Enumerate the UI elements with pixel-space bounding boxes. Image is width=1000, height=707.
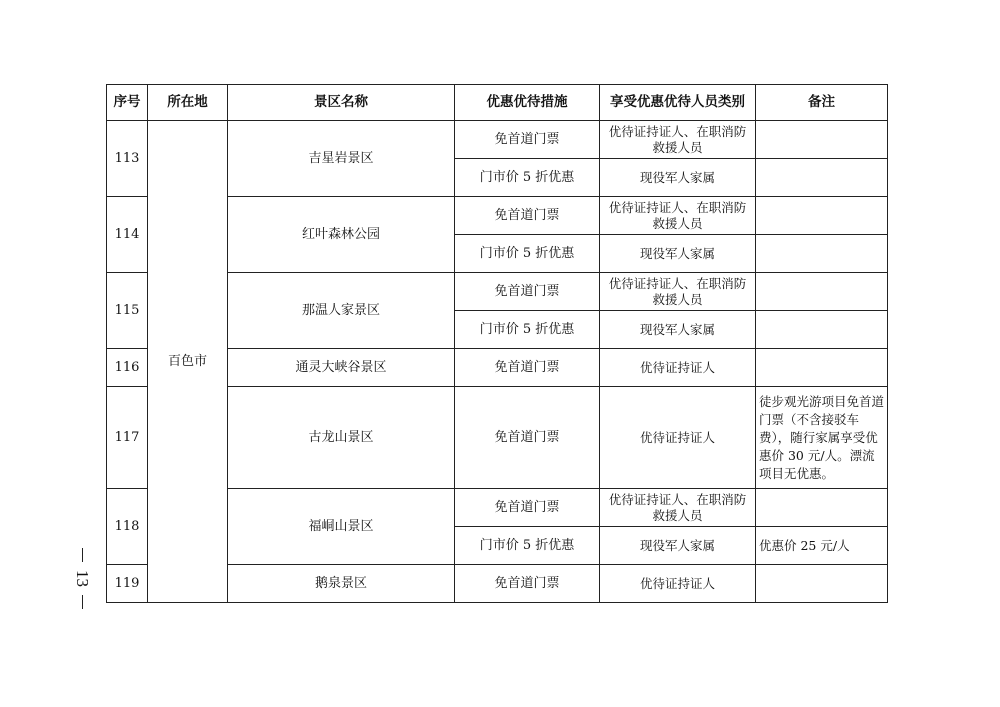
scenic-name-cell: 鹅泉景区	[228, 565, 455, 603]
note-cell	[756, 489, 888, 527]
category-cell: 优待证持证人	[600, 349, 756, 387]
header-notes: 备注	[756, 85, 888, 121]
category-cell: 优待证持证人	[600, 387, 756, 489]
category-cell: 现役军人家属	[600, 159, 756, 197]
measure-cell: 门市价 5 折优惠	[455, 527, 600, 565]
note-cell	[756, 159, 888, 197]
note-cell	[756, 197, 888, 235]
measure-cell: 免首道门票	[455, 387, 600, 489]
category-cell: 优待证持证人、在职消防救援人员	[600, 197, 756, 235]
note-cell: 徒步观光游项目免首道门票（不含接驳车费），随行家属享受优惠价 30 元/人。漂流项目无优惠。	[756, 387, 888, 489]
note-cell	[756, 565, 888, 603]
measure-cell: 门市价 5 折优惠	[455, 311, 600, 349]
measure-cell: 免首道门票	[455, 489, 600, 527]
table-row	[107, 121, 888, 159]
measure-cell: 免首道门票	[455, 121, 600, 159]
serial-cell: 116	[107, 349, 148, 387]
serial-cell: 114	[107, 197, 148, 273]
measure-cell: 免首道门票	[455, 197, 600, 235]
measure-cell: 门市价 5 折优惠	[455, 235, 600, 273]
header-eligible-category: 享受优惠优待人员类别	[600, 85, 756, 121]
note-cell: 优惠价 25 元/人	[756, 527, 888, 565]
scenic-name-cell: 通灵大峡谷景区	[228, 349, 455, 387]
scenic-name-cell: 红叶森林公园	[228, 197, 455, 273]
page-number-dash-top	[82, 548, 83, 562]
header-serial: 序号	[107, 85, 148, 121]
serial-cell: 113	[107, 121, 148, 197]
location-cell: 百色市	[148, 121, 228, 603]
serial-cell: 117	[107, 387, 148, 489]
category-cell: 现役军人家属	[600, 527, 756, 565]
page-number	[70, 548, 94, 609]
note-cell	[756, 349, 888, 387]
note-cell	[756, 235, 888, 273]
discount-table	[106, 84, 888, 603]
page-number-dash-bottom	[82, 595, 83, 609]
serial-cell: 118	[107, 489, 148, 565]
category-cell: 优待证持证人、在职消防救援人员	[600, 121, 756, 159]
page-number-text: 13	[73, 570, 92, 587]
category-cell: 现役军人家属	[600, 311, 756, 349]
category-cell: 现役军人家属	[600, 235, 756, 273]
serial-cell: 115	[107, 273, 148, 349]
measure-cell: 门市价 5 折优惠	[455, 159, 600, 197]
scenic-name-cell: 吉星岩景区	[228, 121, 455, 197]
note-cell	[756, 121, 888, 159]
measure-cell: 免首道门票	[455, 565, 600, 603]
header-location: 所在地	[148, 85, 228, 121]
category-cell: 优待证持证人、在职消防救援人员	[600, 489, 756, 527]
scenic-name-cell: 古龙山景区	[228, 387, 455, 489]
scenic-name-cell: 福峒山景区	[228, 489, 455, 565]
measure-cell: 免首道门票	[455, 273, 600, 311]
scenic-name-cell: 那温人家景区	[228, 273, 455, 349]
serial-cell: 119	[107, 565, 148, 603]
header-scenic-name: 景区名称	[228, 85, 455, 121]
measure-cell: 免首道门票	[455, 349, 600, 387]
category-cell: 优待证持证人、在职消防救援人员	[600, 273, 756, 311]
header-row	[107, 85, 888, 121]
note-cell	[756, 273, 888, 311]
header-measures: 优惠优待措施	[455, 85, 600, 121]
category-cell: 优待证持证人	[600, 565, 756, 603]
note-cell	[756, 311, 888, 349]
